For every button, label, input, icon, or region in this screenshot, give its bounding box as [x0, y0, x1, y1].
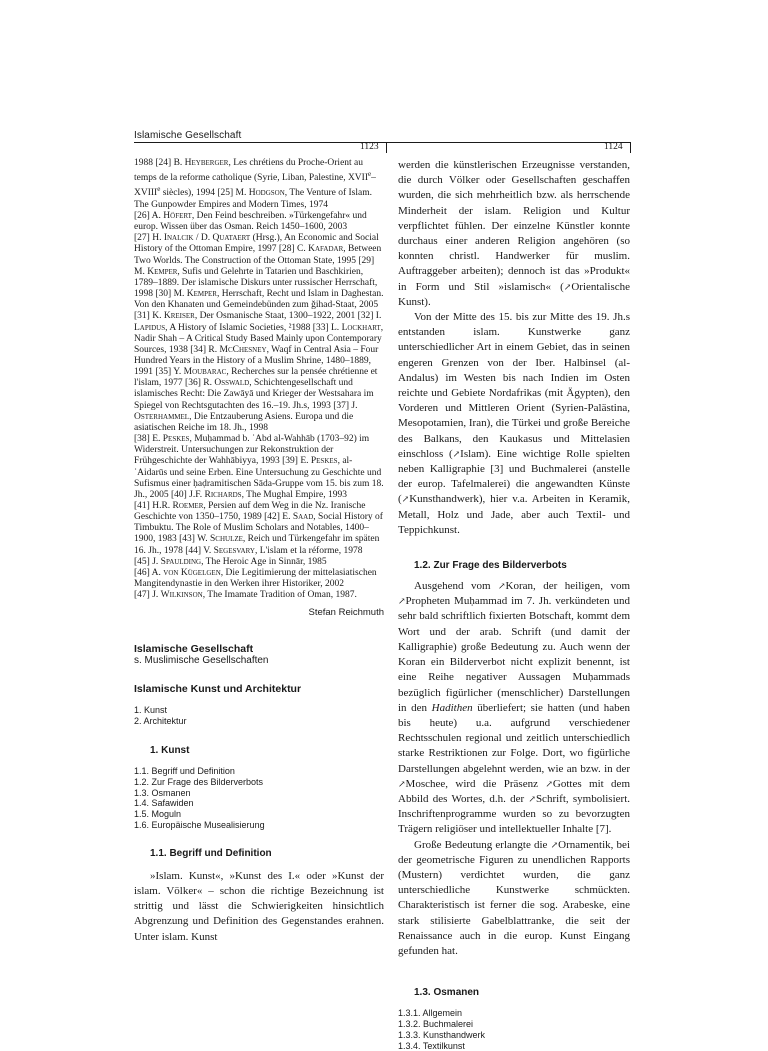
author-name: Lapidus [134, 322, 166, 333]
toc-item[interactable]: 1. Kunst [134, 705, 168, 716]
toc-item[interactable]: 1.2. Zur Frage des Bilderverbots [134, 776, 264, 787]
column-tick-left [386, 142, 387, 153]
italic-term: Hadithen [431, 701, 473, 714]
author-name: Kreiser [163, 311, 195, 322]
body-paragraph-2: Von der Mitte des 15. bis zur Mitte des 19. Jh.s entstanden islam. Kunstwerke ganz unterschiedlicher Art in einem Gebiet, das in seinen engeren Grenzen von der Iber. Halbinsel (al-Andalus) im Westen bis nach Indien im Osten reichte und Gebiete Nordafrikas (mit Ägypten), den Vorderen und Mittleren Orient (Syrien-Palästina, Mesopotamien, Iran), die Türkei und große Bereiche des Balkans, den Kaukasus und Mittelasien einschloss (↗Islam). Eine wichtige Rolle spielten neben Kalligraphie [3] und Buchmalerei (anstelle der europ. Tafelmalerei) die angewandten Künste (↗Kunsthandwerk), hier v.a. Arbeiten in Keramik, Metall, Holz und Jade, aber auch Textil- und Teppichkunst. [398, 311, 630, 536]
header-rule [134, 142, 631, 143]
toc-item[interactable]: 1.1. Begriff und Definition [134, 766, 235, 776]
bibliography-entry: [45] J. Spaulding, The Heroic Age in Sinnār, 1985 [134, 556, 327, 567]
author-name: Inalcik [163, 233, 194, 244]
author-name: Saad [292, 512, 314, 523]
author-name: Segesvary [213, 545, 255, 556]
cross-reference-arrow-icon[interactable]: ↗ [452, 448, 461, 459]
author-name: Roemer [172, 501, 204, 511]
author-name: Wilkinson [160, 590, 203, 601]
column-tick-right [630, 142, 631, 153]
author-signature: Stefan Reichmuth [308, 607, 384, 619]
body-paragraph: »Islam. Kunst«, »Kunst des I.« oder »Kunst der islam. Völker« – schon die richtige Bezeichnung ist strittig und lässt die Schwierigkeiten hinsichtlich Abgrenzung und Definition des Gegenstandes erahnen. Unter islam. Kunst [134, 869, 384, 943]
kunst-table-of-contents [134, 766, 384, 831]
section-title-begriff: 1.1. Begriff und Definition [150, 847, 272, 859]
column-number-right: 1124 [604, 142, 623, 152]
section-title-kunst: 1. Kunst [150, 745, 190, 756]
superscript: e [368, 170, 372, 179]
toc-item[interactable]: 1.3.4. Textilkunst [398, 1040, 465, 1051]
bibliography-entry: [47] J. Wilkinson, The Imamate Tradition of Oman, 1987. [134, 590, 357, 601]
cross-reference-arrow-icon[interactable]: ↗ [401, 494, 410, 505]
author-name: Heyberger [184, 158, 229, 168]
bibliography-entry: [27] H. Inalcik / D. Quataert (Hrsg.), An Economic and Social History of the Ottoman Empire, 1997 [28] C. Kafadar, Between Two Worlds. The Construction of the Ottoman State, 1995 [29] M. Kemper, Sufis und Gelehrte in Tatarien und Baschkirien, 1789–1889. Der islamische Diskurs unter russischer Herrschaft, 1998 [30] M. Kemper, Herrschaft, Recht und Islam in Daghestan. Von den Khanaten und Gemeindebünden zum ǧihad-Staat, 2005 [31] K. Kreiser, Der Osmanische Staat, 1300–1922, 2001 [32] I. Lapidus, A History of Islamic Societies, ²1988 [33] L. Lockhart, Nadir Shah – A Critical Study Based Mainly upon Contemporary Sources, 1938 [34] R. McChesney, Waqf in Central Asia – Four Hundred Years in the History of a Muslim Shrine, 1480–1889, 1991 [35] Y. Moubarac, Recherches sur la pensée chrétienne et l'islam, 1977 [36] R. Osswald, Schichtengesellschaft und islamisches Recht: Die Zawāyā und Krieger der Westsahara im Spiegel von Rechtsgutachten des 16.–19. Jh.s, 1993 [37] J. Osterhammel, Die Entzauberung Asiens. Europa und die asiatischen Reiche im 18. Jh., 1998 [134, 233, 384, 433]
entry-title-islamische-gesellschaft: Islamische Gesellschaft [134, 643, 254, 656]
author-name: Richards [204, 489, 242, 500]
cross-reference-arrow-icon[interactable]: ↗ [498, 581, 506, 592]
author-name: Lockhart [341, 322, 381, 333]
main-table-of-contents [134, 705, 384, 727]
cross-reference-arrow-icon[interactable]: ↗ [398, 778, 406, 789]
author-name: Kafadar [308, 244, 344, 255]
cross-reference-arrow-icon[interactable]: ↗ [528, 793, 536, 804]
bibliography-entry: [46] A. von Kügelgen, Die Legitimierung der mittelasiatischen Mangitendynastie in den Werken ihrer Historiker, 2002 [134, 567, 377, 590]
left-column [134, 158, 384, 945]
bibliography-entry: [41] H.R. Roemer, Persien auf dem Weg in die Nz. Iranische Geschichte von 1350–1750, 1989 [42] E. Saad, Social History of Timbuktu. The Role of Muslim Scholars and Notables, 1400–1900, 1983 [43] W. Schulze, Reich und Türkengefahr im späten 16. Jh., 1978 [44] V. Segesvary, L'islam et la réforme, 1978 [134, 501, 383, 556]
cross-reference-arrow-icon[interactable]: ↗ [563, 281, 572, 292]
running-title: Islamische Gesellschaft [134, 130, 242, 141]
author-name: Kemper [147, 266, 178, 277]
author-name: Moubarac [183, 367, 227, 378]
cross-reference-arrow-icon[interactable]: ↗ [398, 596, 406, 607]
toc-item[interactable]: 1.6. Europäische Musealisierung [134, 819, 265, 830]
author-name: von Kügelgen [163, 567, 221, 578]
bibliography-entry: [38] E. Peskes, Muḥammad b. ʿAbd al-Wahhāb (1703–92) im Widerstreit. Untersuchungen zur Rekonstruktion der Frühgeschichte der Wahhābiyya, 1993 [39] E. Peskes, al-ʿAidarūs und seine Erben. Eine Untersuchung zu Geschichte und Sufismus einer ḥaḍramitischen Sāda-Gruppe vom 15. bis zum 18. Jh., 2005 [40] J.F. Richards, The Mughal Empire, 1993 [134, 434, 384, 500]
author-name: Kemper [186, 289, 217, 300]
bibliography-entry: [26] A. Höfert, Den Feind beschreiben. »Türkengefahr« und europ. Wissen über das Osman. Reich 1450–1600, 2003 [134, 210, 367, 233]
body-paragraph-3: Ausgehend vom ↗Koran, der heiligen, vom ↗Propheten Muḥammad im 7. Jh. verkündeten und sehr bald schriftlich fixierten Botschaft, kommt dem Wort und der arab. Schrift (und damit der Kalligraphie) große Bedeutung zu. Auch wenn der Koran ein Bilderverbot nicht explizit benennt, ist eine Reihe negativer Aussagen Muḥammads bezüglich figürlicher (menschlicher) Darstellungen in den Hadithen überliefert; sie hatten (und haben bis heute) u.a. aufgrund verschiedener Rechtsschulen regional und zeitlich unterschiedlich starke Restriktionen zur Folge. Dort, wo figürliche Darstellungen abgelehnt werden, wie an bzw. in der ↗Moschee, wird die Präsenz ↗Gottes mit dem Abbild des Wortes, d.h. der ↗Schrift, symbolisiert. Inschriftenprogramme wurden so zu bevorzugten Trägern religiöser und intellektueller Inhalte [7]. [398, 580, 631, 836]
section-title-bilderverbot: 1.2. Zur Frage des Bilderverbots [414, 560, 567, 572]
author-name: Peskes [310, 456, 338, 467]
cross-reference: s. Muslimische Gesellschaften [134, 655, 269, 667]
toc-item[interactable]: 1.4. Safawiden [134, 798, 194, 809]
column-number-left: 1123 [360, 142, 379, 152]
toc-item[interactable]: 2. Architektur [134, 716, 187, 727]
cross-reference-arrow-icon[interactable]: ↗ [550, 839, 559, 850]
author-name: Quataert [212, 233, 251, 244]
bibliography-entry: 1988 [24] B. Heyberger, Les chrétiens du Proche-Orient au temps de la reforme catholique (Syrie, Liban, Palestine, XVIIe–XVIIIe siècles), 1994 [25] M. Hodgson, The Venture of Islam. The Gunpowder Empires and Modern Times, 1974 [134, 158, 376, 210]
superscript: e [157, 185, 161, 194]
toc-item[interactable]: 1.5. Moguln [134, 809, 182, 820]
toc-item[interactable]: 1.3.1. Allgemein [398, 1008, 463, 1019]
author-name: Spaulding [160, 556, 202, 567]
cross-reference-arrow-icon[interactable]: ↗ [545, 778, 553, 789]
author-name: Peskes [162, 434, 190, 445]
osmanen-table-of-contents [398, 1008, 630, 1051]
body-paragraph-4: Große Bedeutung erlangte die ↗Ornamentik, bei der geometrische Figuren zu unendlichen Rapports (Mustern) verdichtet wurden, die ganz unterschiedliche Kunstwerke schmückten. Charakteristisch ist ferner die sog. Arabeske, eine stark stilisierte Gabelblattranke, die seit der Renaissance auch in die europ. Kunst Eingang gefunden hat. [398, 838, 630, 957]
author-name: Hodgson [248, 188, 285, 199]
author-name: Höfert [163, 210, 192, 221]
entry-title-kunst-architektur: Islamische Kunst und Architektur [134, 683, 302, 696]
toc-item[interactable]: 1.3.2. Buchmalerei [398, 1018, 474, 1029]
author-name: Osterhammel [134, 411, 190, 422]
toc-item[interactable]: 1.3.3. Kunsthandwerk [398, 1029, 486, 1040]
section-title-osmanen: 1.3. Osmanen [414, 987, 480, 999]
bibliography [134, 158, 384, 601]
body-paragraph-1: werden die künstlerischen Erzeugnisse verstanden, die durch Völker oder Gesellschaften geschaffen wurden, die sich mehrheitlich bzw. als herrschende Minderheit der islam. Religion und Kultur verpflichtet fühlen. Der einzelne Künstler konnte durchaus einer anderen Religion angehören (so konnten christl. Handwerker für muslim. Auftraggeber arbeiten); dennoch ist das »Produkt« in Form und Stil »islamisch« (↗Orientalische Kunst). [398, 159, 630, 308]
toc-item[interactable]: 1.3. Osmanen [134, 787, 191, 798]
right-column [398, 158, 630, 1051]
author-name: Schulze [210, 534, 243, 545]
author-name: McChesney [219, 344, 267, 355]
author-name: Osswald [214, 378, 250, 389]
